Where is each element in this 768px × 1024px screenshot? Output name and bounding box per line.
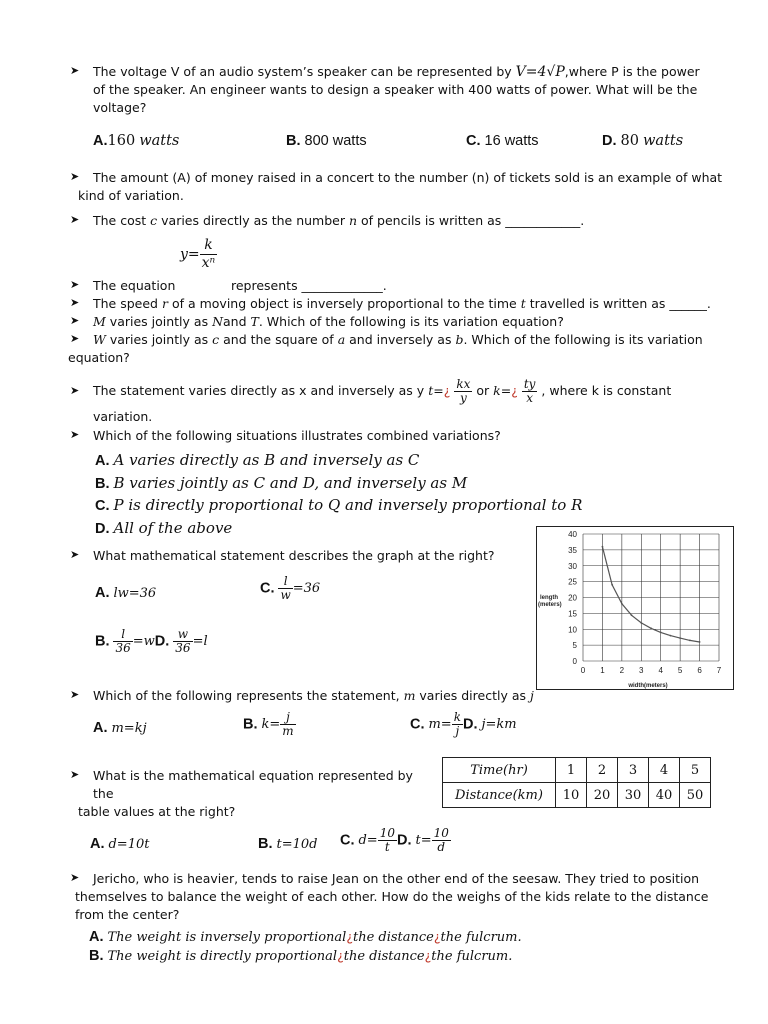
x-tick-label: 5 [677,666,683,675]
x-tick-label: 0 [580,666,586,675]
y-tick-label: 20 [568,593,577,603]
data-point [631,614,633,616]
q12-option-b[interactable]: B. t=10d [258,836,318,852]
q9-option-c[interactable]: C. P is directly proportional to Q and inversely proportional to R [95,496,583,514]
y-tick-label: 15 [568,609,577,619]
q10-options-b-d [95,628,208,655]
arrow-bullet-icon: ➤ [70,871,80,884]
x-tick-label: 6 [697,666,702,675]
y-tick-label: 35 [568,545,577,555]
arrow-bullet-icon: ➤ [70,332,80,345]
question-8-line-1: The statement varies directly as x and inversely as y t=¿ $\frac{kx}{y}$ or k=¿ $\frac{ty}{x}$ , where k is constant [93,377,672,405]
q11-option-b[interactable]: B. k= $\frac{j}{m}$ [243,710,294,738]
q12-option-a[interactable]: A. d=10t [90,836,150,852]
question-3-text: The cost c varies directly as the number n of pencils is written as ____________. [93,213,585,228]
table-cell: 2 [587,758,618,783]
length-width-graph [536,526,734,690]
equation-y-equals-k-over-x-n: y= $\frac{k}{\text{xⁿ}}$ [180,237,216,271]
x-tick-label: 2 [619,666,625,675]
table-cell: 10 [556,783,587,808]
table-row-label: Distance(km) [443,783,556,808]
x-tick-label: 1 [600,666,605,675]
q11-option-d[interactable]: D. j=km [463,716,517,733]
arrow-bullet-icon: ➤ [70,170,80,183]
voltage-formula: V=4√P [515,64,565,80]
graph-y-label-line-1: length [540,595,558,601]
data-point [699,641,701,643]
q13-option-b[interactable]: B. The weight is directly proportional¿the distance¿the fulcrum. [89,948,513,964]
arrow-bullet-icon: ➤ [70,768,80,781]
question-5-text: The speed r of a moving object is inversely proportional to the time t travelled is written as ______. [93,296,711,311]
question-2-line-2: kind of variation. [78,188,184,203]
x-tick-label: 3 [639,666,644,675]
q10-option-c[interactable]: C. $\frac{l}{w}$ =36 [260,574,321,602]
q1-option-b[interactable]: B. 800 watts [286,133,367,149]
data-point [670,635,672,637]
q11-option-c[interactable]: C. m= $\frac{k}{j}$ [410,710,461,738]
q10-option-a[interactable]: A. lw=36 [95,585,157,601]
data-point [650,627,652,629]
y-tick-label: 0 [572,657,577,666]
q11-option-a[interactable]: A. m=kj [93,720,147,736]
data-point [611,584,613,586]
q12-options-c-d [340,827,451,854]
graph-x-label: width(meters) [628,683,668,689]
table-cell: 3 [618,758,649,783]
table-cell: 40 [649,783,680,808]
q11-options-c-d [410,711,517,738]
data-point [679,637,681,639]
question-9-text: Which of the following situations illustrates combined variations? [93,428,501,443]
y-tick-label: 25 [568,577,577,587]
time-distance-table [442,757,711,808]
arrow-bullet-icon: ➤ [70,688,80,701]
data-point [689,639,691,641]
q9-option-b[interactable]: B. B varies jointly as C and D, and inversely as M [95,473,468,492]
q10-option-b[interactable]: B. $\frac{l}{36}$ =w [95,627,155,655]
y-tick-label: 5 [572,641,577,651]
q13-option-a[interactable]: A. The weight is inversely proportional¿the distance¿the fulcrum. [89,929,522,945]
question-8-line-2: variation. [93,409,153,424]
y-tick-label: 40 [568,530,577,539]
graph-frame [537,527,734,690]
question-11-text: Which of the following represents the statement, m varies directly as j [93,688,534,703]
data-point [660,632,662,634]
question-2-line-1: The amount (A) of money raised in a concert to the number (n) of tickets sold is an example of what [93,170,723,185]
q1-option-a[interactable]: A.160 watts [93,133,180,149]
q12-option-d[interactable]: D. t= $\frac{10}{d}$ [396,826,449,854]
arrow-bullet-icon: ➤ [70,548,80,561]
data-point [621,603,623,605]
table-cell: 5 [680,758,711,783]
question-7-line-2: equation? [68,350,130,365]
data-point [640,622,642,624]
arrow-bullet-icon: ➤ [70,213,80,226]
table-cell: 4 [649,758,680,783]
arrow-bullet-icon: ➤ [70,296,80,309]
q1-option-d[interactable]: D. 80 watts [602,133,684,149]
q12-option-c[interactable]: C. d= $\frac{10}{t}$ [340,826,395,854]
graph-y-label-line-2: (meters) [538,602,562,608]
y-tick-label: 10 [568,625,577,635]
table-row-label: Time(hr) [443,758,556,783]
arrow-bullet-icon: ➤ [70,278,80,291]
table-row [443,758,711,783]
x-tick-label: 7 [716,666,722,675]
question-10-text: What mathematical statement describes the graph at the right? [93,548,495,563]
arrow-bullet-icon: ➤ [70,384,80,397]
q10-option-d[interactable]: D. $\frac{w}{36}$ =l [154,627,208,655]
data-point [602,546,604,548]
table-cell: 50 [680,783,711,808]
arrow-bullet-icon: ➤ [70,314,80,327]
q1-option-c[interactable]: C. 16 watts [466,133,539,149]
table-cell: 20 [587,783,618,808]
q9-options [95,450,582,540]
y-tick-label: 30 [568,561,577,571]
table-cell: 30 [618,783,649,808]
table-row [443,783,711,808]
arrow-bullet-icon: ➤ [70,64,80,77]
table-cell: 1 [556,758,587,783]
question-6-text: M varies jointly as Nand T. Which of the following is its variation equation? [93,314,564,329]
x-tick-label: 4 [658,666,663,675]
q9-option-a[interactable]: A. A varies directly as B and inversely as C [95,451,420,469]
q9-option-d[interactable]: D. All of the above [95,518,233,537]
question-1-text: The voltage V of an audio system’s speaker can be represented by V=4√P,where P is the power of the speaker. An engineer wants to design a speaker with 400 watts of power. What will be the voltage? [93,64,700,115]
question-7-line-1: W varies jointly as c and the square of a and inversely as b. Which of the following is its variation [93,332,703,347]
arrow-bullet-icon: ➤ [70,428,80,441]
